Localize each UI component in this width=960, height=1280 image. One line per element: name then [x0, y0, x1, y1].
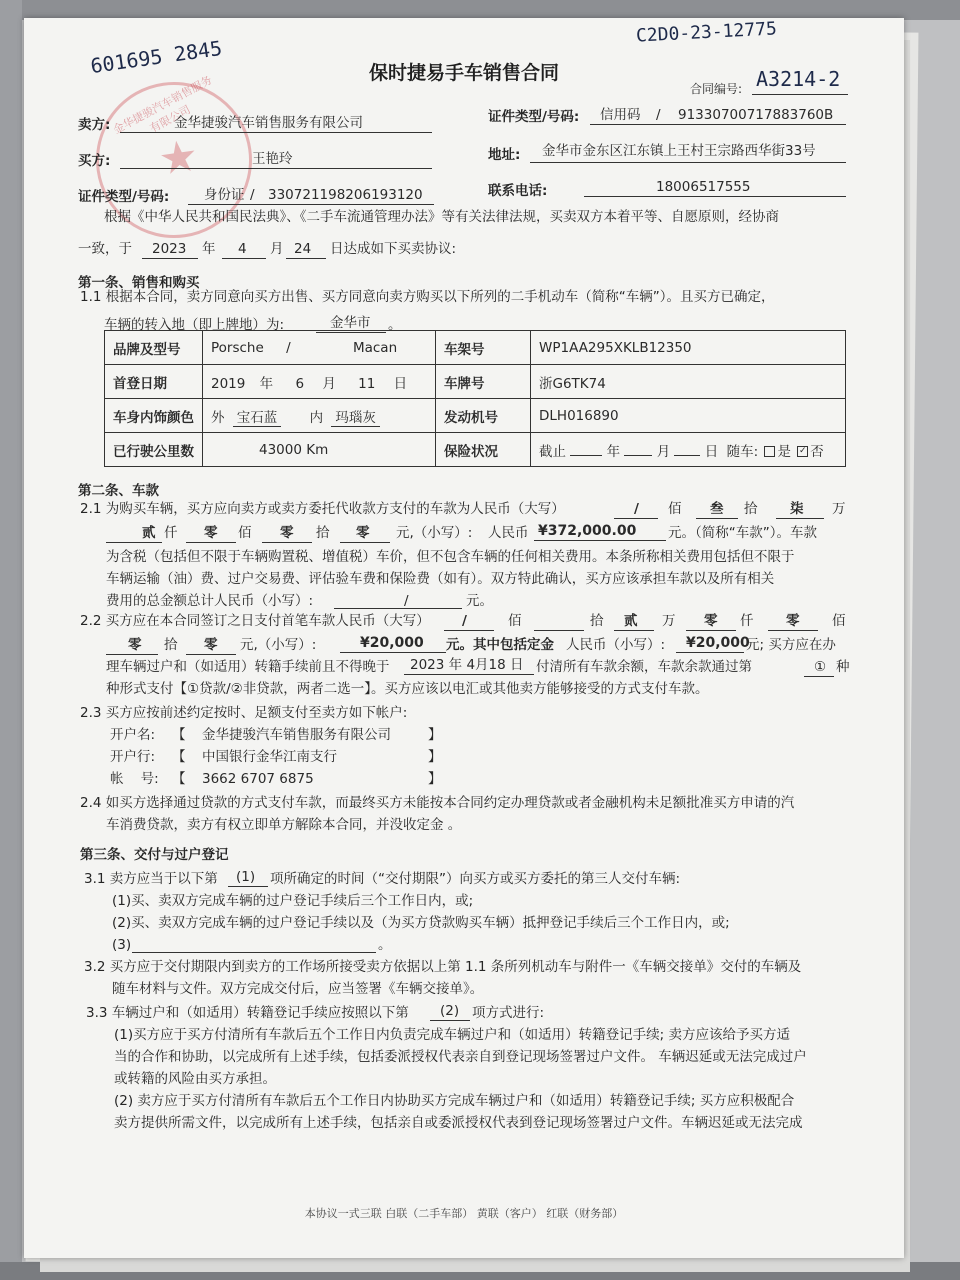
art1-city: 金华市	[330, 315, 371, 331]
insurance-yes-checkbox[interactable]	[764, 446, 775, 457]
art3-p33-item1-line2: 当的合作和协助，以完成所有上述手续，包括委派授权代表亲自到登记现场签署过户文件。 车辆迟延或无法完成过户	[114, 1049, 807, 1065]
buyer-label: 买方:	[78, 153, 111, 169]
p21-underline-4	[106, 542, 162, 543]
acct-name-label: 开户名:	[110, 727, 156, 743]
p22-amount: ¥20,000	[360, 635, 424, 651]
insurance-cell	[531, 433, 846, 467]
buyer-id-label: 证件类型/号码:	[78, 189, 170, 205]
p22-ling-2: 零	[786, 613, 800, 629]
intro-year-underline	[142, 258, 198, 259]
seller-id-sep: /	[656, 107, 661, 123]
p21-ling-2: 零	[280, 525, 294, 541]
intro-year: 2023	[152, 241, 187, 257]
p21-end: 元。（简称“车款”）。车款	[668, 525, 817, 541]
art2-p22-line3-b: 付清所有车款余额，车款余款通过第	[536, 659, 752, 675]
article-2-heading: 第二条、车款	[78, 483, 159, 499]
reg-day-unit: 日	[393, 375, 408, 392]
p22-underline-1	[444, 630, 494, 631]
color-cell	[203, 399, 436, 433]
p21-total-end: 元。	[466, 593, 493, 609]
buyer-id-number: 330721198206193120	[268, 187, 423, 203]
p22-underline-6	[106, 654, 158, 655]
art2-p24-line1: 2.4 如买方选择通过贷款的方式支付车款，而最终买方未能按本合同约定办理贷款或者金融机构未足额批准买方申请的汽	[80, 795, 795, 811]
art2-p24-line2: 车消费贷款，卖方有权立即单方解除本合同，并没收定金 。	[106, 817, 462, 833]
desk-background-top	[0, 0, 960, 20]
art2-p21-line3: 为含税（包括但不限于车辆购置税、增值税）车价，但不包含车辆的任何相关费用。本条所称相关费用包括但不限于	[106, 549, 795, 565]
p21-er: 贰	[142, 525, 156, 541]
acct-bank-label: 开户行:	[110, 749, 156, 765]
acct-no-value: 3662 6707 6875	[202, 771, 314, 787]
phone-value: 18006517555	[656, 179, 751, 195]
contract-no-label: 合同编号:	[690, 82, 743, 96]
exterior-color: 宝石蓝	[233, 410, 282, 427]
p21-bai-2: 佰	[238, 525, 252, 541]
art3-p31-a: 3.1 卖方应当于以下第	[84, 871, 218, 887]
insurance-yes-label: 是	[777, 443, 791, 460]
art3-p33-item2-line2: 卖方提供所需文件，以完成所有上述手续，包括亲自或委派授权代表到登记现场签署过户文件。车辆迟延或无法完成	[114, 1115, 803, 1131]
p22-underline-4	[686, 630, 736, 631]
brand-label: 品牌及型号	[105, 331, 203, 365]
art3-p33-item2-line1: (2) 卖方应于买方付清所有车款后五个工作日内协助买方完成车辆过户和（如适用）转籍登记手续; 买方应积极配合	[114, 1093, 795, 1109]
p21-underline-2	[696, 518, 738, 519]
phone-label: 联系电话:	[488, 183, 548, 199]
vehicle-info-table	[104, 330, 846, 467]
art3-p31-option: (1)	[236, 869, 256, 885]
p22-ling-3: 零	[128, 637, 142, 653]
insurance-month-unit: 月	[656, 443, 671, 460]
table-row	[105, 331, 846, 365]
insurance-until: 截止	[539, 443, 566, 460]
p22-deposit-amount: ¥20,000	[686, 635, 750, 651]
intro-month: 4	[238, 241, 247, 257]
art3-p31-item-3-end: 。	[378, 937, 392, 953]
art3-p31-underline	[228, 886, 268, 887]
intro-line-2-d: 日达成如下买卖协议:	[330, 241, 457, 257]
p21-slash: /	[634, 501, 639, 517]
p21-underline-1	[614, 518, 658, 519]
acct-no-bracket-left: 【	[172, 771, 186, 787]
intro-day-underline	[286, 258, 326, 259]
art3-p32-line1: 3.2 买方应于交付期限内到卖方的工作场所接受卖方依据以上第 1.1 条所列机动车与附件一《车辆交接单》交付的车辆及	[84, 959, 802, 975]
p22-shi: 拾	[590, 613, 604, 629]
acct-no-label: 帐 号:	[110, 771, 159, 787]
art1-p1: 1.1 根据本合同，卖方同意向买方出售、买方同意向卖方购买以下所列的二手机动车（简称“车辆”）。且买方已确定，	[80, 289, 775, 305]
p21-total-underline	[334, 608, 462, 609]
p22-underline-5	[768, 630, 818, 631]
reg-year: 2019	[211, 375, 246, 392]
art2-p22-line4: 种形式支付【①贷款/②非贷款，两者二选一】。买方应该以电汇或其他卖方能够接受的方式支付车款。	[106, 681, 709, 697]
p22-underline-2	[534, 630, 584, 631]
p21-amount: ¥372,000.00	[538, 523, 637, 539]
art3-p31-item-2: (2)买、卖双方完成车辆的过户登记手续以及（为买方贷款购买车辆）抵押登记手续后三个工作日内，或;	[112, 915, 730, 931]
address-value: 金华市金东区江东镇上王村王宗路西华街33号	[542, 143, 816, 159]
p22-underline-3	[614, 630, 654, 631]
buyer-id-underline	[188, 204, 434, 205]
p22-qian: 仟	[740, 613, 754, 629]
engine-label: 发动机号	[436, 399, 531, 433]
p22-deposit-rmb: 人民币（小写）:	[566, 637, 666, 653]
art3-p31-item-3: (3)	[112, 937, 132, 953]
interior-label: 内	[309, 409, 324, 426]
p22-wan: 万	[662, 613, 676, 629]
reg-date-cell	[203, 365, 436, 399]
brand-value: Porsche	[211, 339, 264, 356]
exterior-label: 外	[211, 409, 225, 426]
p21-rmb: 人民币	[488, 525, 529, 541]
p22-yuan-label: 元,（小写）:	[240, 637, 317, 653]
p22-slash: /	[462, 613, 467, 629]
art1-p2: 车辆的转入地（即上牌地）为:	[104, 317, 285, 333]
page-title: 保时捷易手车销售合同	[368, 62, 559, 84]
intro-line-1: 根据《中华人民共和国民法典》、《二手车流通管理办法》等有关法律法规，买卖双方本着平等、自愿原则，经协商	[104, 209, 779, 225]
reg-date-label: 首登日期	[105, 365, 203, 399]
art3-p33-a: 3.3 车辆过户和（如适用）转籍登记手续应按照以下第	[86, 1005, 409, 1021]
art3-p31-b: 项所确定的时间（“交付期限”）向买方或买方委托的第三人交付车辆:	[270, 871, 681, 887]
art3-p33-b: 项方式进行:	[472, 1005, 545, 1021]
insurance-day-unit: 日	[704, 443, 719, 460]
insurance-year-unit: 年	[606, 443, 621, 460]
acct-name-bracket-right: 】	[428, 727, 442, 743]
table-row	[105, 365, 846, 399]
seller-underline	[120, 132, 432, 133]
art3-p33-item1-line1: (1)买方应于买方付清所有车款后五个工作日内负责完成车辆过户和（如适用）转籍登记手续; 卖方应该给予买方适	[114, 1027, 790, 1043]
p21-wan: 万	[832, 501, 846, 517]
seller-id-type: 信用码	[600, 107, 641, 123]
table-row	[105, 433, 846, 467]
desk-background-left	[0, 0, 22, 1280]
p21-bai: 佰	[668, 501, 682, 517]
p21-shi: 拾	[744, 501, 758, 517]
article-3-heading: 第三条、交付与过户登记	[80, 847, 229, 863]
p22-ling: 零	[704, 613, 718, 629]
p21-total-slash: /	[404, 593, 409, 609]
p22-line3-end: 种	[836, 659, 850, 675]
reg-month-unit: 月	[322, 375, 336, 392]
p22-bai: 佰	[508, 613, 522, 629]
contract-no-underline	[752, 94, 848, 95]
art2-p22-line3: 理车辆过户和（如适用）转籍手续前且不得晚于	[106, 659, 390, 675]
p21-underline-7	[340, 542, 390, 543]
art2-p22-line1: 2.2 买方应在本合同签订之日支付首笔车款人民币（大写）	[80, 613, 430, 629]
p22-bai-2: 佰	[832, 613, 846, 629]
plate-value: 浙G6TK74	[531, 365, 846, 399]
p22-er: 贰	[624, 613, 638, 629]
art3-p31-item-1: (1)买、卖双方完成车辆的过户登记手续后三个工作日内，或;	[112, 893, 474, 909]
acct-bank-value: 中国银行金华江南支行	[202, 749, 337, 765]
insurance-no-label: 否	[810, 443, 824, 460]
p21-can: 叁	[710, 501, 724, 517]
contract-page	[24, 18, 904, 1258]
contract-no-value: A3214-2	[756, 67, 841, 91]
mileage-value: 43000 Km	[203, 433, 436, 467]
p22-option-underline	[804, 676, 834, 677]
engine-value: DLH016890	[531, 399, 846, 433]
seal-text: 金华捷骏汽车销售服务有限公司	[111, 73, 215, 137]
art2-p21-line5: 费用的总金额总计人民币（小写）:	[106, 593, 314, 609]
art3-p32-line2: 随车材料与文件。双方完成交付后，应当签署《车辆交接单》。	[112, 981, 484, 997]
acct-bank-bracket-right: 】	[428, 749, 442, 765]
p21-shi-2: 拾	[316, 525, 330, 541]
p22-deposit-underline	[676, 652, 744, 653]
p22-amount-underline	[340, 652, 446, 653]
seller-id-underline	[590, 124, 846, 125]
buyer-id-type: 身份证	[204, 187, 245, 203]
insurance-no-checkbox-checked[interactable]: ✓	[798, 446, 807, 456]
art3-p33-item1-line3: 或转籍的风险由买方承担。	[114, 1071, 276, 1087]
art1-p2-end: 。	[388, 317, 402, 333]
color-label: 车身内饰颜色	[105, 399, 203, 433]
acct-no-bracket-right: 】	[428, 771, 442, 787]
page-footer: 本协议一式三联 白联（二手车部） 黄联（客户） 红联（财务部）	[304, 1207, 624, 1220]
p22-end: 元; 买方应在办	[746, 637, 836, 653]
buyer-underline	[120, 168, 432, 169]
p21-underline-5	[186, 542, 236, 543]
table-row	[105, 399, 846, 433]
seller-id-number: 91330700717883760B	[678, 107, 834, 123]
p21-yuan-label: 元,（小写）:	[396, 525, 473, 541]
phone-underline	[584, 196, 846, 197]
seller-name: 金华捷骏汽车销售服务有限公司	[174, 115, 363, 131]
brand-model-cell	[203, 331, 436, 365]
interior-color: 玛瑙灰	[331, 410, 380, 427]
p22-underline-7	[186, 654, 236, 655]
brand-separator: /	[286, 339, 291, 356]
art3-p33-underline	[430, 1020, 470, 1021]
acct-bank-bracket-left: 【	[172, 749, 186, 765]
p21-ling-1: 零	[204, 525, 218, 541]
handwritten-number-top-left: 601695 2845	[88, 35, 224, 79]
p21-ling-3: 零	[356, 525, 370, 541]
p22-shi-2: 拾	[164, 637, 178, 653]
intro-line-2-a: 一致，于	[78, 241, 132, 257]
p21-amount-underline	[534, 540, 666, 541]
buyer-name: 王艳玲	[252, 151, 293, 167]
p21-underline-3	[776, 518, 824, 519]
reg-month: 6	[295, 375, 305, 392]
intro-month-underline	[222, 258, 266, 259]
reg-day: 11	[358, 375, 376, 392]
acct-name-bracket-left: 【	[172, 727, 186, 743]
model-value: Macan	[352, 339, 398, 356]
art3-p31-item-3-underline	[132, 952, 376, 953]
insurance-with-car: 随车:	[726, 443, 759, 460]
p22-ling-4: 零	[204, 637, 218, 653]
article-1-heading: 第一条、销售和购买	[78, 275, 200, 291]
vin-value: WP1AA295XKLB12350	[531, 331, 846, 365]
vin-label: 车架号	[436, 331, 531, 365]
art2-p21-line4: 车辆运输（油）费、过户交易费、评估验车费和保险费（如有）。双方特此确认，买方应该承担车款以及所有相关	[106, 571, 775, 587]
p21-qi: 柒	[790, 501, 804, 517]
intro-line-2-c: 月	[270, 241, 284, 257]
p22-deposit-label: 元。其中包括定金	[446, 637, 554, 653]
p22-deadline-underline	[404, 674, 534, 675]
intro-line-2-b: 年	[202, 241, 216, 257]
address-label: 地址:	[488, 147, 521, 163]
insurance-label: 保险状况	[436, 433, 531, 467]
reg-year-unit: 年	[259, 375, 274, 392]
mileage-label: 已行驶公里数	[105, 433, 203, 467]
art2-p21-line1: 2.1 为购买车辆，买方应向卖方或卖方委托代收款方支付的车款为人民币（大写）	[80, 501, 565, 517]
p22-option: ①	[814, 659, 827, 675]
p22-deadline: 2023 年 4月18 日	[410, 657, 524, 673]
seller-label: 卖方:	[78, 117, 111, 133]
acct-name-value: 金华捷骏汽车销售服务有限公司	[202, 727, 391, 743]
address-underline	[530, 162, 846, 163]
buyer-id-sep: /	[250, 187, 255, 203]
p21-qian: 仟	[164, 525, 178, 541]
p21-underline-6	[262, 542, 312, 543]
seller-id-label: 证件类型/号码:	[488, 109, 580, 125]
art3-p33-option: (2)	[440, 1003, 460, 1019]
intro-day: 24	[294, 241, 312, 257]
art2-p23: 2.3 买方应按前述约定按时、足额支付至卖方如下帐户:	[80, 705, 408, 721]
plate-label: 车牌号	[436, 365, 531, 399]
handwritten-number-top-right: C2D0-23-12775	[635, 18, 778, 47]
seal-star-icon: ★	[155, 129, 202, 186]
